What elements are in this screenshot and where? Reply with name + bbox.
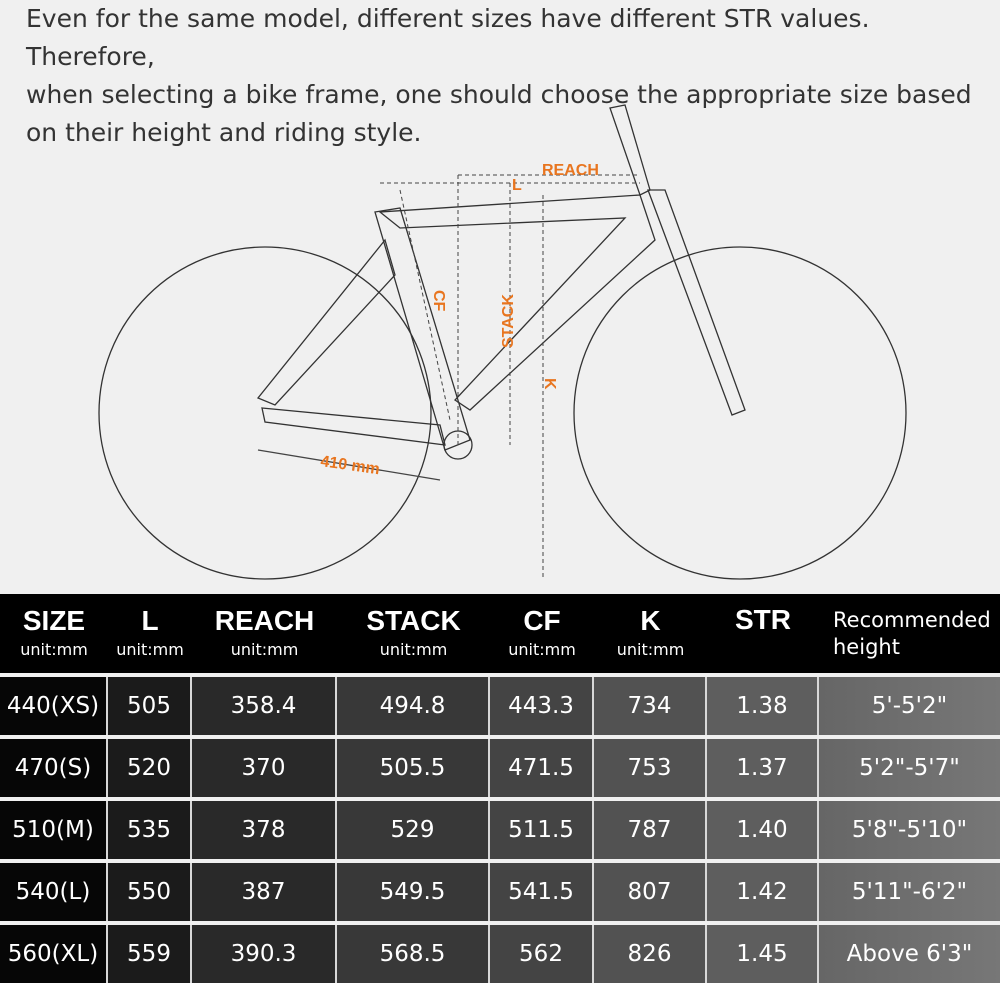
header-str: STR xyxy=(735,604,791,635)
header-cf: CF xyxy=(523,604,561,636)
cf-label: CF xyxy=(430,290,447,312)
header-unit: unit:mm xyxy=(616,639,685,659)
size-chart-table xyxy=(0,594,1000,983)
k-label: K xyxy=(541,378,558,390)
cell-stack: 549.5 xyxy=(337,863,490,921)
header-unit: unit:mm xyxy=(508,639,576,659)
cell-recommended-height: 5'11"-6'2" xyxy=(819,863,1000,921)
cell-size: 510(M) xyxy=(0,801,108,859)
cell-str: 1.40 xyxy=(707,801,819,859)
intro-line: on their height and riding style. xyxy=(26,118,422,147)
header-stack: STACK xyxy=(366,604,461,636)
header-height: height xyxy=(833,634,900,659)
cell-cf: 471.5 xyxy=(490,739,594,797)
cell-k: 807 xyxy=(594,863,707,921)
stack-label: STACK xyxy=(500,294,517,348)
cell-l: 559 xyxy=(108,925,192,983)
table-row xyxy=(0,739,1000,797)
fork xyxy=(648,190,745,415)
bike-geometry-diagram xyxy=(0,100,1000,590)
top-tube xyxy=(380,195,655,410)
cell-size: 470(S) xyxy=(0,739,108,797)
cell-size: 540(L) xyxy=(0,863,108,921)
cell-str: 1.42 xyxy=(707,863,819,921)
stem xyxy=(610,105,650,195)
table-row xyxy=(0,925,1000,983)
cell-stack: 505.5 xyxy=(337,739,490,797)
cell-reach: 370 xyxy=(192,739,337,797)
cell-k: 787 xyxy=(594,801,707,859)
cell-cf: 511.5 xyxy=(490,801,594,859)
rear-wheel xyxy=(99,247,431,579)
cell-reach: 378 xyxy=(192,801,337,859)
header-size: SIZE xyxy=(22,604,86,636)
chainstay-label: 410 mm xyxy=(319,453,381,479)
reach-label: REACH xyxy=(542,162,599,179)
seat-tube xyxy=(375,208,470,450)
header-l: L xyxy=(141,604,159,636)
table-header xyxy=(0,594,1000,673)
intro-line: Even for the same model, different sizes have different STR values. Therefore, xyxy=(26,4,870,71)
cell-size: 560(XL) xyxy=(0,925,108,983)
cell-stack: 529 xyxy=(337,801,490,859)
cell-str: 1.37 xyxy=(707,739,819,797)
table-row xyxy=(0,863,1000,921)
chain-stay xyxy=(262,408,445,445)
cell-k: 734 xyxy=(594,677,707,735)
header-unit: unit:mm xyxy=(116,639,184,659)
front-wheel xyxy=(574,247,906,579)
cell-recommended-height: Above 6'3" xyxy=(819,925,1000,983)
cell-reach: 387 xyxy=(192,863,337,921)
cell-stack: 494.8 xyxy=(337,677,490,735)
cell-l: 520 xyxy=(108,739,192,797)
cell-stack: 568.5 xyxy=(337,925,490,983)
cell-cf: 562 xyxy=(490,925,594,983)
cell-l: 505 xyxy=(108,677,192,735)
cell-recommended-height: 5'-5'2" xyxy=(819,677,1000,735)
cell-reach: 358.4 xyxy=(192,677,337,735)
cell-cf: 541.5 xyxy=(490,863,594,921)
cell-recommended-height: 5'2"-5'7" xyxy=(819,739,1000,797)
table-row xyxy=(0,677,1000,735)
header-recommended: Recommended xyxy=(833,607,991,632)
cell-str: 1.45 xyxy=(707,925,819,983)
header-unit: unit:mm xyxy=(230,639,299,659)
cell-k: 826 xyxy=(594,925,707,983)
seat-stay xyxy=(258,240,395,405)
header-k: K xyxy=(640,604,661,636)
header-reach: REACH xyxy=(214,604,315,636)
cell-l: 535 xyxy=(108,801,192,859)
cell-str: 1.38 xyxy=(707,677,819,735)
cell-k: 753 xyxy=(594,739,707,797)
header-unit: unit:mm xyxy=(20,639,88,659)
cell-cf: 443.3 xyxy=(490,677,594,735)
header-unit: unit:mm xyxy=(379,639,448,659)
intro-line: when selecting a bike frame, one should choose the appropriate size based xyxy=(26,80,972,109)
table-row xyxy=(0,801,1000,859)
l-label: L xyxy=(512,177,522,194)
cell-l: 550 xyxy=(108,863,192,921)
cell-reach: 390.3 xyxy=(192,925,337,983)
cell-recommended-height: 5'8"-5'10" xyxy=(819,801,1000,859)
cell-size: 440(XS) xyxy=(0,677,108,735)
